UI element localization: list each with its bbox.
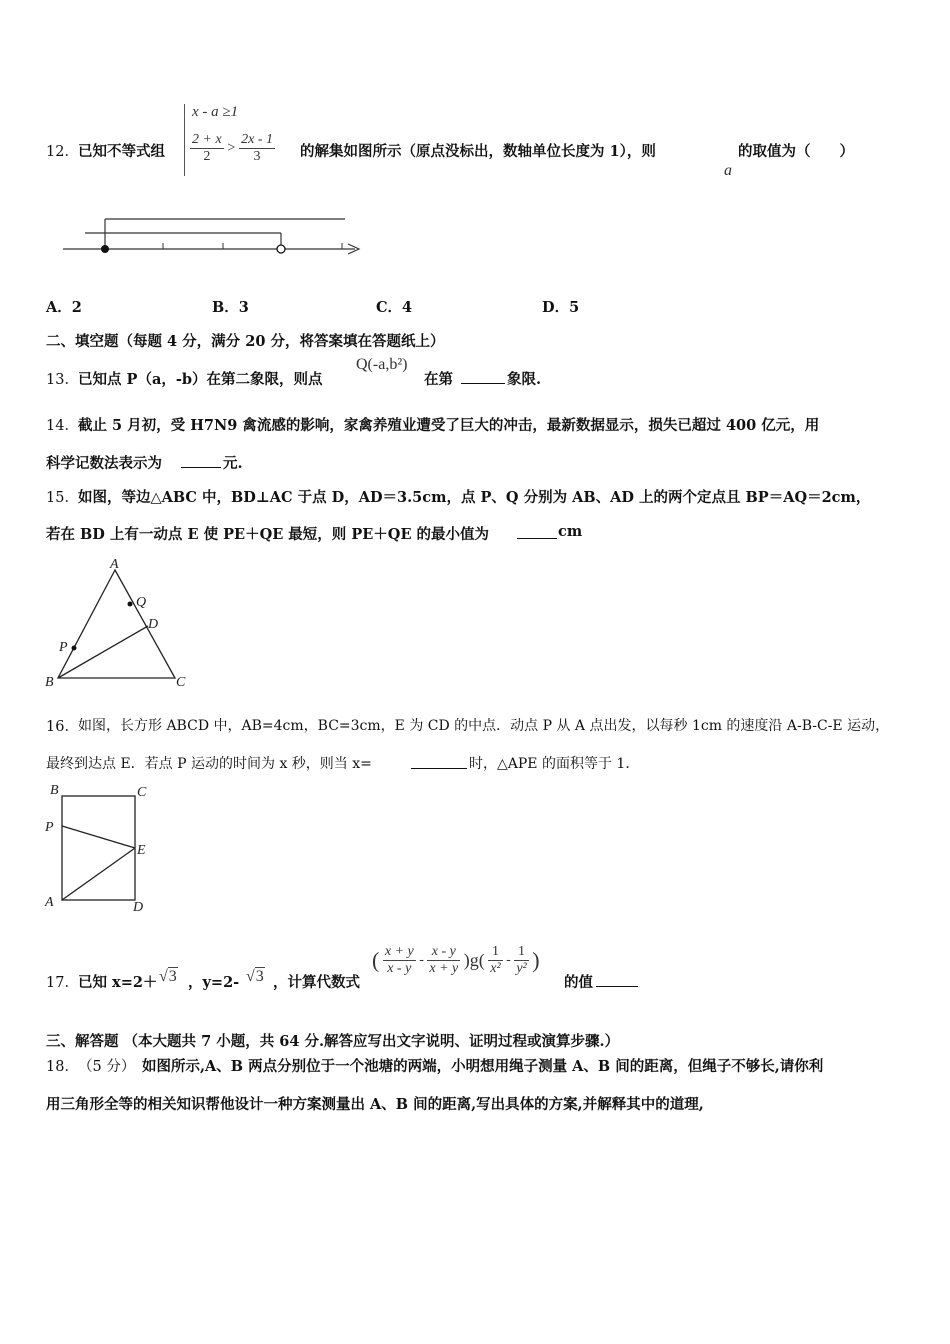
q17-frac3: [488, 944, 502, 977]
q12-var-a: a: [724, 162, 732, 179]
q17-frac1-num: x + y: [384, 944, 414, 959]
q16-label-d: D: [133, 900, 144, 915]
q13-point: Q(-a,b²): [356, 356, 408, 373]
q17-frac2-num: x - y: [427, 944, 460, 961]
q17-frac1-den: x - y: [387, 961, 412, 976]
q14-number: 14．: [46, 418, 79, 434]
q12-option-c: C．4: [376, 299, 413, 316]
q15-blank: [517, 538, 557, 539]
q17-number: 17．: [46, 975, 79, 991]
q15-line1: 如图，等边△ABC 中，BD⊥AC 于点 D，AD＝3.5cm，点 P、Q 分别为 AB、AD 上的两个定点且 BP＝AQ＝2cm，: [78, 489, 871, 506]
q13-number: 13．: [46, 372, 79, 388]
q17-frac3-num: 1: [488, 944, 502, 961]
q17-sqrt1-value: 3: [168, 968, 177, 985]
q15-line2-a: 若在 BD 上有一动点 E 使 PE＋QE 最短，则 PE＋QE 的最小值为: [46, 526, 490, 543]
q16-line2-a: 最终到达点 E．若点 P 运动的时间为 x 秒，则当 x=: [46, 756, 372, 772]
q16-label-b: B: [50, 783, 59, 798]
q12-fraction-1: [190, 132, 224, 165]
q15-label-a: A: [110, 557, 119, 572]
q17-minus-2: -: [506, 952, 511, 968]
q12-system-line2: [190, 132, 275, 165]
q15-number: 15．: [46, 490, 79, 506]
q16-line1: 如图，长方形 ABCD 中，AB=4cm，BC=3cm，E 为 CD 的中点．动点 P 从 A 点出发，以每秒 1cm 的速度沿 A-B-C-E 运动，: [78, 718, 890, 734]
q16-label-a: A: [45, 895, 54, 910]
q12-frac1-num: 2 + x: [192, 132, 222, 147]
q16-label-c: C: [137, 785, 147, 800]
q16-number: 16．: [46, 719, 79, 735]
q17-frac1: [383, 944, 416, 977]
q18-line2: 用三角形全等的相关知识帮他设计一种方案测量出 A、B 间的距离,写出具体的方案,并解释其中的道理,: [46, 1096, 704, 1113]
q17-text-c: ，计算代数式: [273, 974, 360, 991]
q13-text-a: 已知点 P（a，-b）在第二象限，则点: [78, 371, 323, 388]
q16-line2-b: 时，△APE 的面积等于 1．: [469, 756, 640, 772]
q12-frac2-num: 2x - 1: [241, 132, 273, 147]
q12-prefix: 已知不等式组: [78, 143, 165, 160]
q17-frac4-den: y²: [516, 961, 527, 976]
q12-system-line1: x - a ≥1: [192, 104, 239, 120]
q18-score: （5 分）: [78, 1059, 136, 1075]
q17-blank: [596, 986, 638, 987]
q15-label-q: Q: [136, 595, 147, 610]
q17-expression: ( $\frac{x + y}{x - y}$ - $\frac{x - y}{x + y}$ )g( $\frac{1}{\text{x²}}$ - $\frac{1}{\text{y²}}$ ): [372, 944, 540, 976]
q13-text-b: 在第: [424, 371, 453, 388]
q17-sqrt2: √3: [246, 968, 264, 985]
section2-heading: 二、填空题（每题 4 分，满分 20 分，将答案填在答题纸上）: [46, 333, 445, 350]
q17-sqrt1: √3: [159, 968, 177, 985]
q17-frac2-den: x + y: [429, 961, 459, 976]
q17-frac3-den: x²: [490, 961, 501, 976]
q12-option-b: B．3: [212, 299, 249, 316]
q15-triangle-figure: [40, 556, 200, 696]
q12-suffix: 的解集如图所示（原点没标出，数轴单位长度为 1），则: [300, 143, 656, 160]
q12-frac1-den: 2: [203, 149, 211, 164]
q17-text-a: 已知 x=2＋: [78, 974, 158, 991]
q14-blank: [181, 467, 221, 468]
q15-label-b: B: [45, 675, 54, 690]
q18-line1: 如图所示,A、B 两点分别位于一个池塘的两端，小明想用绳子测量 A、B 间的距离，但绳子不够长,请你利: [142, 1058, 824, 1075]
q12-fraction-2: [239, 132, 275, 165]
q12-option-a: A．2: [46, 299, 82, 316]
q14-line2-b: 元.: [223, 455, 243, 472]
q12-tail: 的取值为（ ）: [738, 143, 854, 160]
q14-line2-a: 科学记数法表示为: [46, 455, 162, 472]
q16-label-p: P: [45, 820, 54, 835]
q17-sqrt2-value: 3: [255, 968, 264, 985]
q18-number: 18．: [46, 1059, 79, 1075]
q13-text-c: 象限.: [507, 371, 542, 388]
q17-text-d: 的值: [564, 974, 593, 991]
q15-line2-b: cm: [558, 523, 583, 540]
q12-frac2-den: 3: [253, 149, 261, 164]
q12-brace: [184, 104, 189, 176]
q14-line1: 截止 5 月初，受 H7N9 禽流感的影响，家禽养殖业遭受了巨大的冲击，最新数据显示，损失已超过 400 亿元，用: [78, 417, 820, 434]
q17-frac2: [427, 944, 460, 977]
q17-frac4: [514, 944, 528, 977]
q15-label-d: D: [148, 617, 159, 632]
q15-label-c: C: [176, 675, 186, 690]
q12-option-d: D．5: [542, 299, 580, 316]
q15-label-p: P: [59, 640, 68, 655]
q17-dot: )g(: [463, 950, 485, 970]
q17-minus-1: -: [419, 952, 424, 968]
q12-gt: >: [227, 140, 236, 156]
section3-heading: 三、解答题 （本大题共 7 小题，共 64 分.解答应写出文字说明、证明过程或演算步骤.）: [46, 1033, 620, 1050]
q16-rectangle-figure: [40, 780, 160, 916]
q16-label-e: E: [137, 843, 146, 858]
q17-frac4-num: 1: [514, 944, 528, 961]
q13-blank: [461, 383, 505, 384]
q12-number-line: [55, 205, 375, 265]
q16-blank: [411, 768, 467, 769]
q12-number: 12．: [46, 144, 79, 160]
q17-text-b: ，y=2-: [188, 974, 240, 991]
